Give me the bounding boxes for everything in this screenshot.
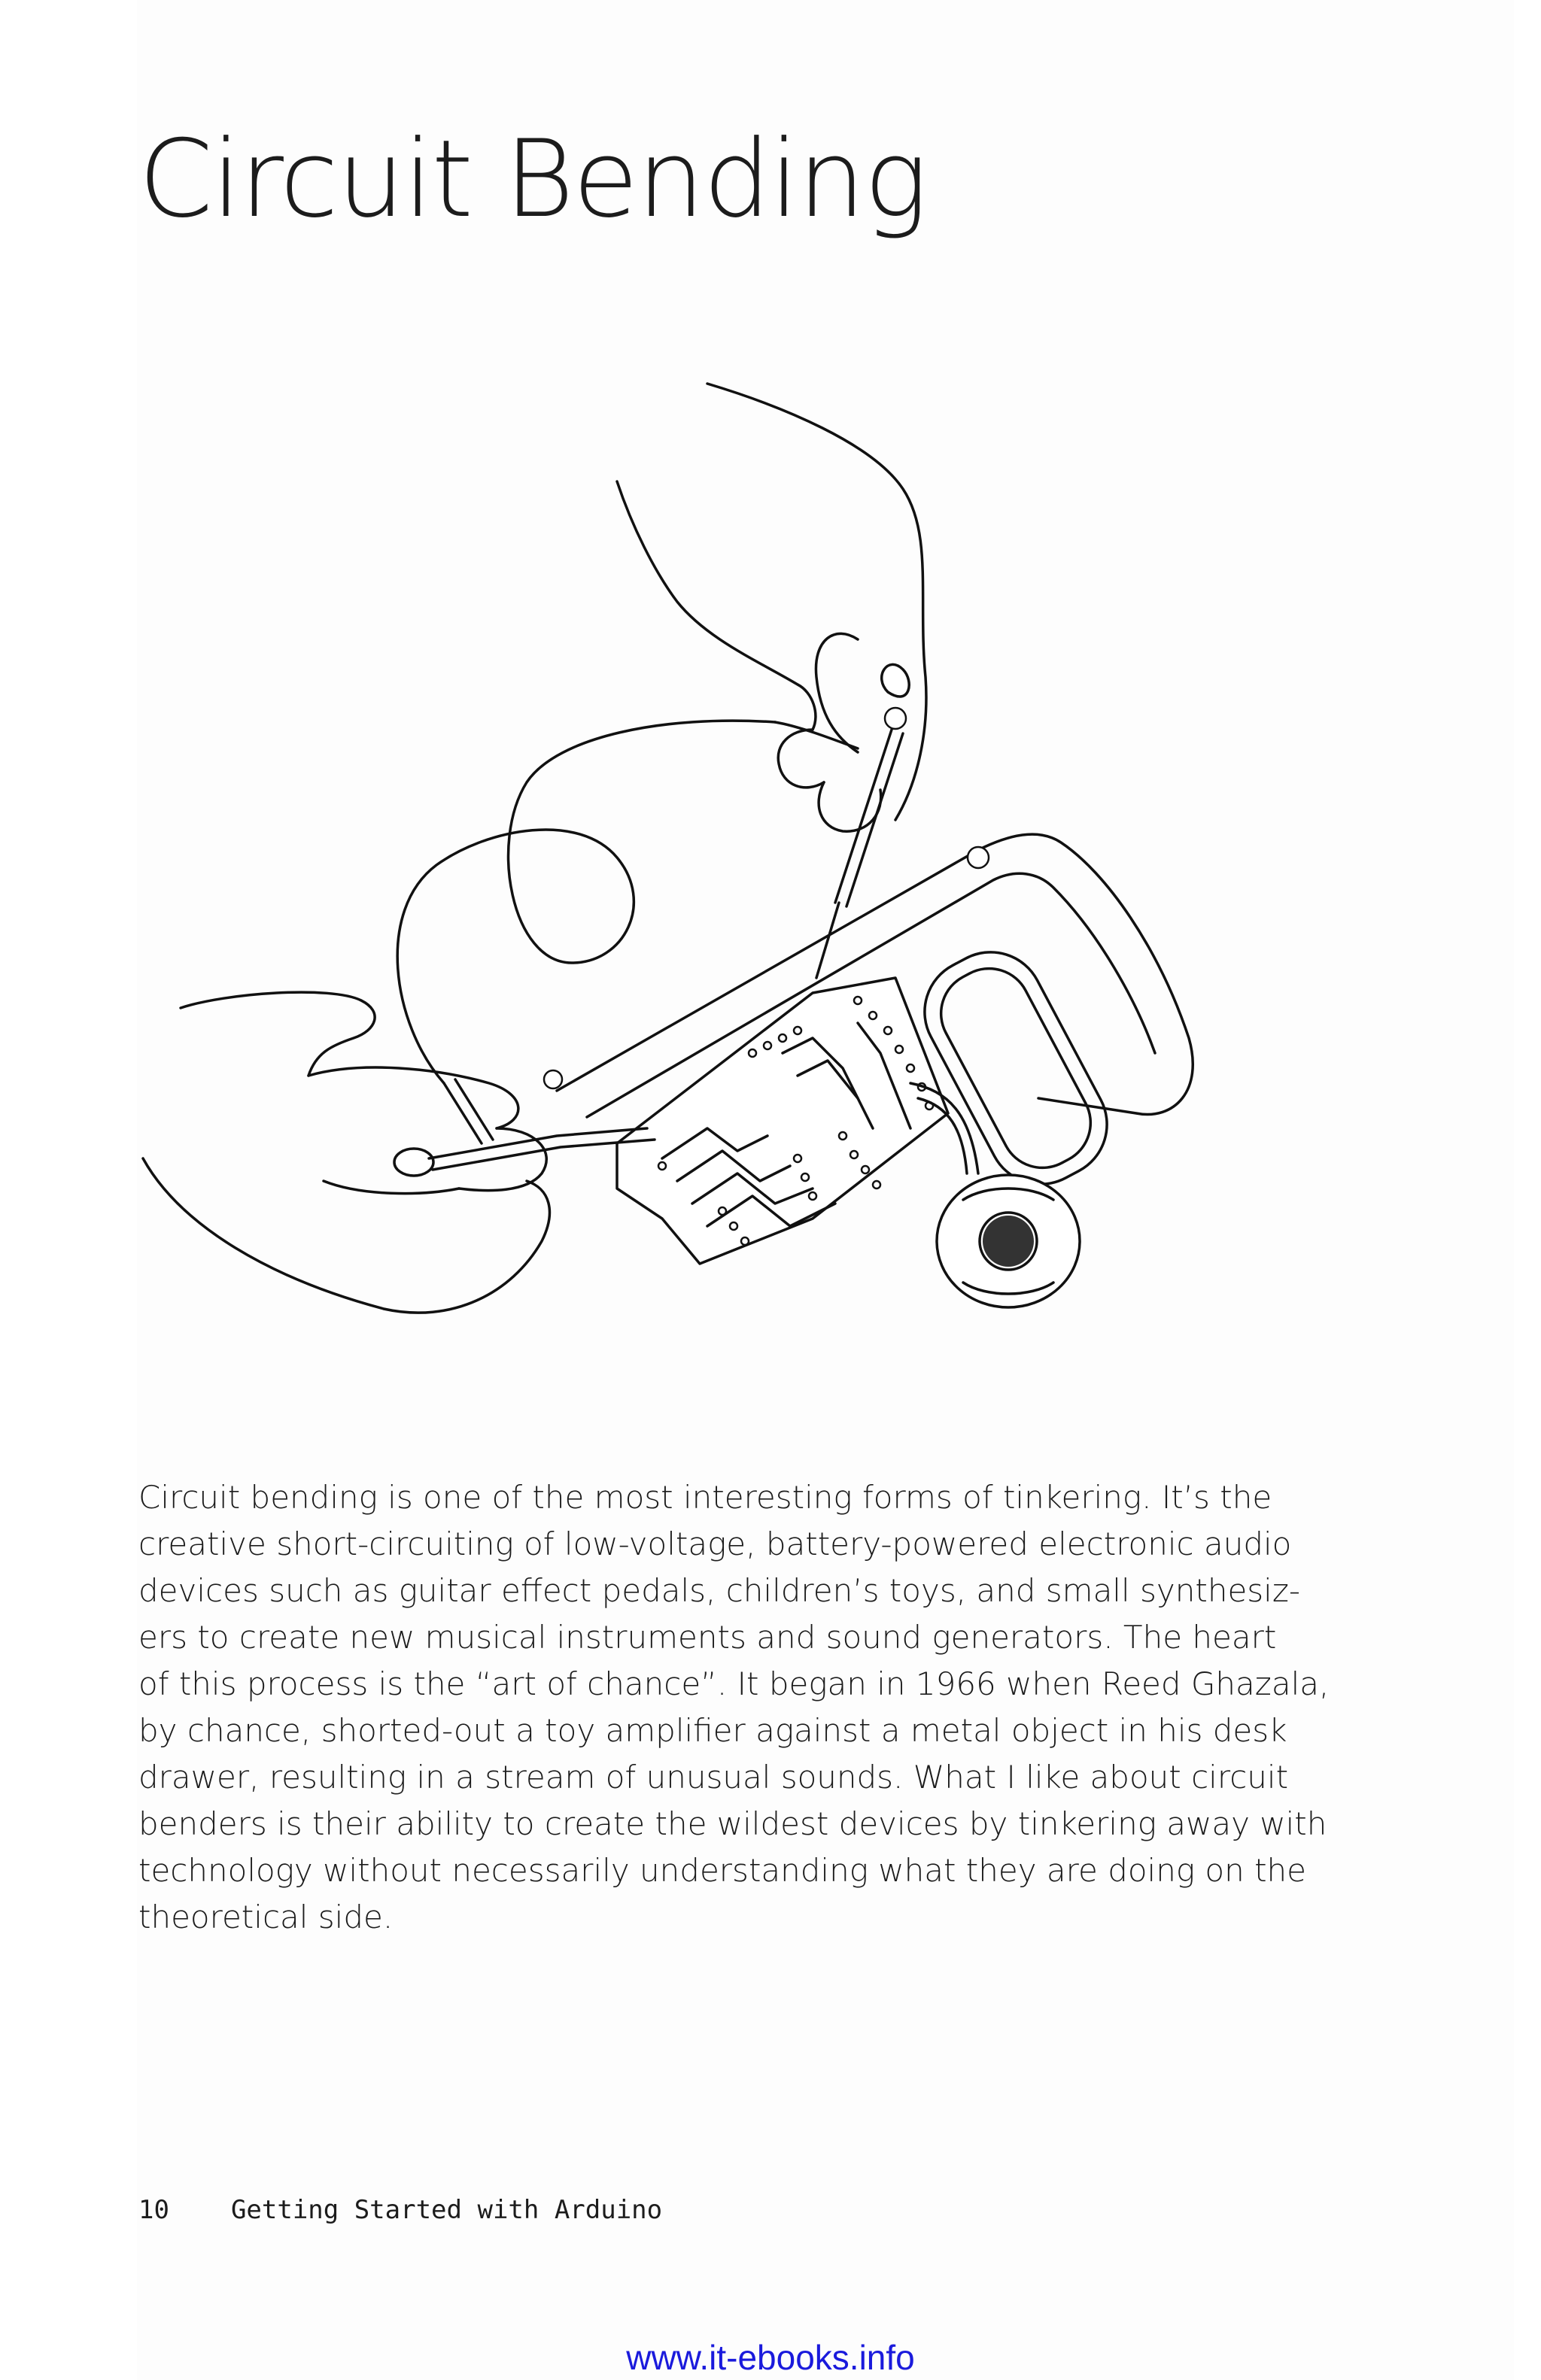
body-line: Circuit bending is one of the most interesting forms of tinkering. It’s the xyxy=(138,1479,1272,1516)
watermark xyxy=(0,2338,1541,2377)
body-line: ers to create new musical instruments and sound generators. The heart xyxy=(138,1619,1277,1656)
body-line: creative short-circuiting of low-voltage, battery-powered electronic audio xyxy=(138,1525,1292,1562)
page-title: Circuit Bending xyxy=(138,117,927,241)
body-line: devices such as guitar effect pedals, children’s toys, and small synthesiz- xyxy=(138,1572,1301,1609)
page-number: 10 xyxy=(138,2195,169,2225)
circuit-bending-drawing-icon xyxy=(135,376,1279,1362)
body-line: drawer, resulting in a stream of unusual sounds. What I like about circuit xyxy=(138,1759,1289,1796)
body-paragraph xyxy=(138,1474,1342,1941)
body-line: technology without necessarily understanding what they are doing on the xyxy=(138,1852,1306,1889)
body-line: theoretical side. xyxy=(138,1899,394,1935)
body-line: benders is their ability to create the wildest devices by tinkering away with xyxy=(138,1805,1327,1842)
body-line: by chance, shorted-out a toy amplifier against a metal object in his desk xyxy=(138,1712,1287,1749)
running-book-title: Getting Started with Arduino xyxy=(230,2195,663,2225)
page-footer xyxy=(138,2195,662,2225)
watermark-link[interactable]: www.it-ebooks.info xyxy=(626,2338,915,2377)
body-line: of this process is the “art of chance”. It began in 1966 when Reed Ghazala, xyxy=(138,1665,1330,1702)
